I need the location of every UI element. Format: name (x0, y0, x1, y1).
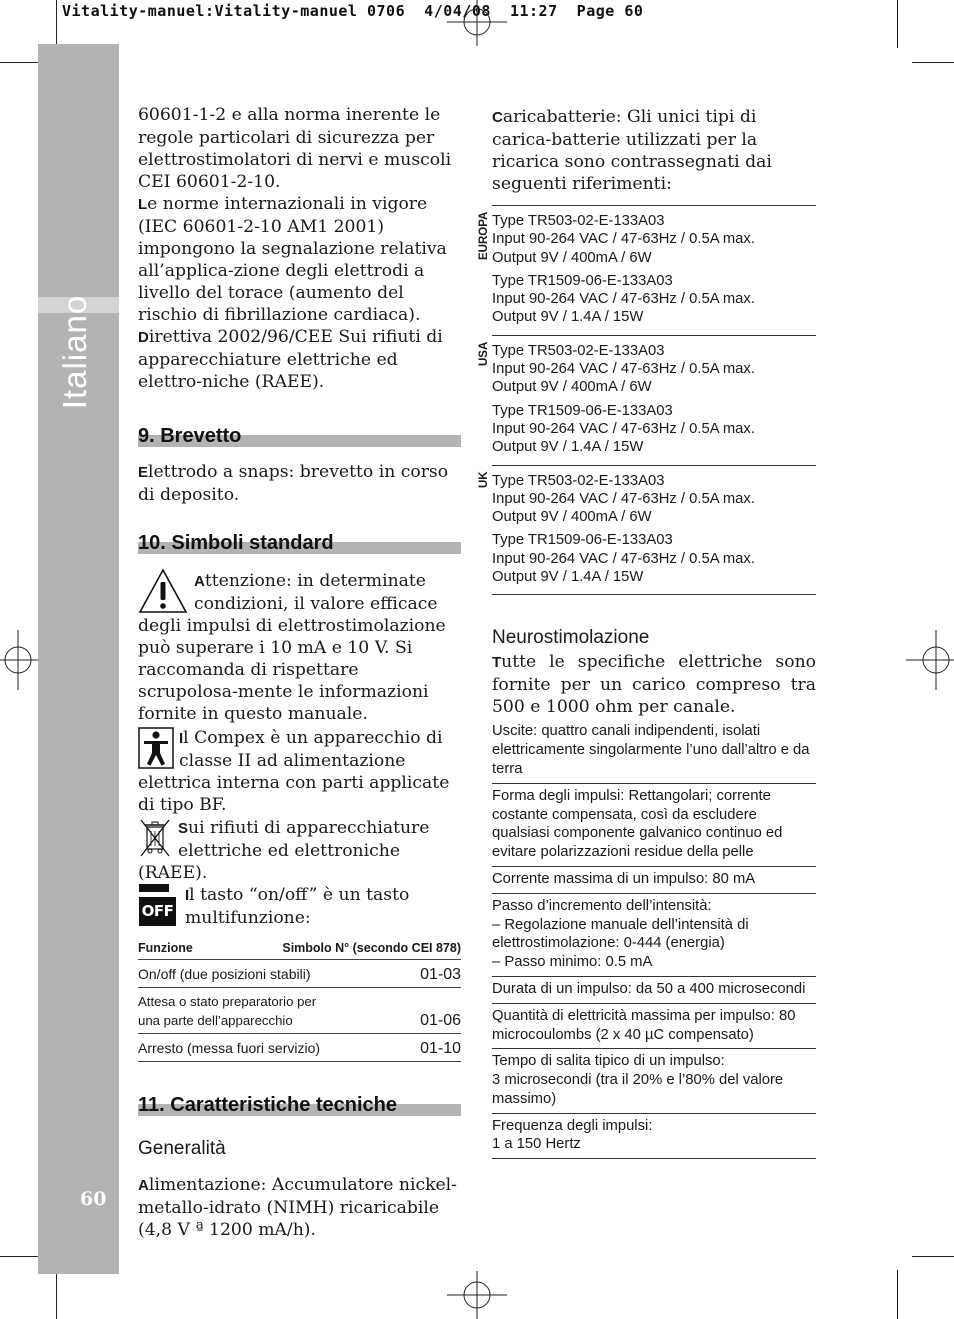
column-header: Funzione (138, 941, 193, 955)
neuro-paragraph (492, 651, 816, 718)
intro-text: irettiva 2002/96/CEE Sui rifiuti di apparecchiature elettriche ed elettro-niche (RAEE). (138, 327, 443, 392)
intro-text: 60601-1-2 e alla norma inerente le regole particolari di sicurezza per elettrostimolatori di nervi e muscoli CEI 60601-2-10. (138, 105, 452, 192)
left-column (138, 104, 461, 1241)
drop-cap: I (185, 887, 190, 904)
section-10-title: 10. Simboli standard (138, 532, 334, 554)
registration-mark-icon (447, 0, 507, 46)
charger-spec-line: Output 9V / 1.4A / 15W (492, 569, 644, 586)
chargers-intro (492, 106, 816, 195)
drop-cap: T (492, 654, 502, 672)
charger-spec-line: Type TR503-02-E-133A03 (492, 213, 665, 229)
neuro-spec-line: 3 microsecondi (tra il 20% e l’80% del valore massimo) (492, 1072, 784, 1107)
function-line: Arresto (messa fuori servizio) (138, 1040, 321, 1056)
crop-mark (0, 62, 40, 63)
section-10-heading (138, 526, 461, 556)
crop-mark (912, 1256, 954, 1257)
symbol-number: 01-10 (420, 1040, 461, 1057)
onoff-paragraph (138, 884, 461, 929)
drop-cap: S (178, 820, 189, 837)
charger-spec-line: Input 90-264 VAC / 47-63Hz / 0.5A max. (492, 361, 755, 378)
neuro-spec-item (492, 1004, 816, 1050)
table-body (138, 960, 461, 1062)
neuro-spec-line: Corrente massima di un impulso: 80 mA (492, 870, 756, 887)
charger-item (492, 212, 816, 267)
drop-cap: A (138, 1177, 149, 1194)
patent-text: lettrodo a snaps: brevetto in corso di deposito. (138, 462, 449, 505)
function-line: On/off (due posizioni stabili) (138, 966, 311, 982)
right-column (478, 106, 816, 1159)
charger-spec-line: Input 90-264 VAC / 47-63Hz / 0.5A max. (492, 291, 755, 308)
charger-region-block (478, 465, 816, 596)
chargers-list (478, 205, 816, 595)
intro-paragraphs (138, 104, 461, 393)
neuro-spec-line: Forma degli impulsi: Rettangolari; corrente costante compensata, così da escludere qualsiasi componente galvanico continuo ed evitare polarizzazioni residue della pelle (492, 787, 783, 861)
patent-paragraph (138, 461, 461, 506)
charger-item (492, 272, 816, 327)
crossed-bin-icon (138, 817, 172, 859)
function-cell (138, 965, 311, 984)
print-header: Vitality-manuel:Vitality-manuel 0706 4/04/08 11:27 Page 60 (62, 2, 644, 20)
charger-region-block (478, 205, 816, 335)
charger-item (492, 531, 816, 586)
charger-spec-line: Type TR503-02-E-133A03 (492, 472, 665, 489)
drop-cap: C (492, 109, 503, 126)
function-line: una parte dell’apparecchio (138, 1012, 293, 1028)
charger-spec-line: Type TR1509-06-E-133A03 (492, 272, 673, 289)
generalita-heading: Generalità (138, 1138, 226, 1159)
charger-spec-line: Input 90-264 VAC / 47-63Hz / 0.5A max. (492, 490, 755, 507)
crop-mark (0, 1256, 40, 1257)
language-tab-label: Italiano (56, 294, 93, 410)
drop-cap: I (179, 730, 184, 747)
region-label: EUROPA (478, 212, 490, 261)
crop-mark (912, 62, 954, 63)
charger-spec-line: Output 9V / 1.4A / 15W (492, 309, 644, 326)
registration-mark-icon (447, 1271, 507, 1319)
neuro-spec-line: 1 a 150 Hertz (492, 1136, 581, 1153)
neuro-spec-item (492, 784, 816, 867)
charger-region-block (478, 335, 816, 465)
neuro-spec-item (492, 1049, 816, 1113)
neuro-specs-list (492, 722, 816, 1159)
neuro-spec-line: Frequenza degli impulsi: (492, 1117, 653, 1134)
off-label: OFF (139, 897, 176, 926)
symbols-table (138, 939, 461, 1062)
chargers-intro-text: aricabatterie: Gli unici tipi di carica-batterie utilizzati per la ricarica sono contrassegnati dai seguenti riferimenti: (492, 107, 772, 194)
charger-spec-line: Output 9V / 1.4A / 15W (492, 439, 644, 456)
charger-item (492, 342, 816, 397)
intro-paragraph (138, 326, 461, 393)
neuro-spec-item (492, 894, 816, 977)
table-row (138, 960, 461, 988)
function-line: Attesa o stato preparatorio per (138, 994, 317, 1009)
bf-paragraph (138, 727, 461, 816)
section-9-title: 9. Brevetto (138, 425, 242, 447)
function-cell (138, 993, 316, 1030)
bf-text: l Compex è un apparecchio di classe II ad alimentazione elettrica interna con parti applicate di tipo BF. (138, 728, 450, 815)
charger-item (492, 472, 816, 527)
function-cell (138, 1039, 320, 1058)
drop-cap: A (194, 573, 205, 590)
power-paragraph (138, 1174, 461, 1241)
neuro-spec-line: – Passo minimo: 0.5 mA (492, 954, 653, 971)
charger-spec-line: Input 90-264 VAC / 47-63Hz / 0.5A max. (492, 420, 755, 437)
symbol-number: 01-03 (420, 966, 461, 983)
neuro-spec-line: – Regolazione manuale dell’intensità di elettrostimolazione: 0-444 (energia) (492, 916, 749, 952)
neuro-spec-item (492, 722, 816, 783)
warning-text: ttenzione: in determinate condizioni, il valore efficace degli impulsi di elettrostimolazione può superare i 10 mA e 10 V. Si raccomanda di rispettare scrupolosa-mente le informazioni fornite in questo manuale. (138, 571, 446, 724)
power-text: limentazione: Accumulatore nickel-metallo-idrato (NIMH) ricaricabile (4,8 V ª 1200 mA/h). (138, 1175, 457, 1240)
neuro-spec-line: Uscite: quattro canali indipendenti, isolati elettricamente singolarmente l’uno dall’altro e da terra (492, 723, 810, 777)
charger-spec-line: Type TR1509-06-E-133A03 (492, 532, 673, 549)
crop-mark (897, 1270, 898, 1319)
neuro-spec-item (492, 1114, 816, 1160)
weee-paragraph (138, 817, 461, 884)
language-sidebar (38, 44, 119, 1274)
intro-paragraph (138, 193, 461, 326)
charger-spec-line: Type TR1509-06-E-133A03 (492, 402, 673, 419)
neuro-spec-item (492, 867, 816, 894)
page-number: 60 (80, 1188, 107, 1210)
section-11-title: 11. Caratteristiche tecniche (138, 1094, 398, 1116)
warning-triangle-icon (138, 568, 188, 614)
table-row (138, 1034, 461, 1062)
onoff-text: l tasto “on/off” è un tasto multifunzione: (185, 885, 410, 928)
neuro-text: utte le specifiche elettriche sono fornite per un carico compreso tra 500 e 1000 ohm per canale. (492, 652, 816, 718)
crop-mark (56, 0, 57, 48)
neurostimolazione-heading: Neurostimolazione (492, 627, 650, 649)
neuro-spec-line: Durata di un impulso: da 50 a 400 microsecondi (492, 980, 806, 997)
drop-cap: E (138, 464, 149, 481)
section-9-heading (138, 419, 461, 449)
charger-spec-line: Output 9V / 400mA / 6W (492, 509, 652, 526)
table-row (138, 988, 461, 1034)
crop-mark (56, 1270, 57, 1319)
table-header (138, 939, 461, 960)
registration-mark-icon (906, 630, 954, 690)
warning-paragraph (138, 570, 461, 725)
neuro-spec-line: Quantità di elettricità massima per impulso: 80 microcoulombs (2 x 40 µC compensato) (492, 1007, 796, 1043)
region-label: USA (478, 341, 490, 367)
section-11-heading (138, 1088, 461, 1118)
region-label: UK (478, 471, 490, 489)
intro-text: e norme internazionali in vigore (IEC 60601-2-10 AM1 2001) impongono la segnalazione relativa all’applica-zione degli elettrodi a livello del torace (aumento del rischio di fibrillazione cardiaca). (138, 194, 447, 325)
charger-spec-line: Input 90-264 VAC / 47-63Hz / 0.5A max. (492, 550, 755, 567)
drop-cap: L (138, 196, 148, 213)
column-header: Simbolo N° (secondo CEI 878) (282, 941, 461, 955)
charger-spec-line: Input 90-264 VAC / 47-63Hz / 0.5A max. (492, 231, 755, 248)
neuro-spec-line: Tempo di salita tipico di un impulso: (492, 1053, 725, 1070)
neuro-spec-line: Passo d’incremento dell’intensità: (492, 897, 712, 914)
charger-item (492, 402, 816, 457)
type-bf-body-icon (138, 727, 174, 769)
charger-spec-line: Type TR503-02-E-133A03 (492, 342, 665, 359)
intro-paragraph (138, 104, 461, 193)
crop-mark (897, 0, 898, 48)
neuro-spec-item (492, 977, 816, 1004)
weee-text: ui rifiuti di apparecchiature elettriche ed elettroniche (RAEE). (138, 818, 430, 883)
charger-spec-line: Output 9V / 400mA / 6W (492, 249, 652, 266)
drop-cap: D (138, 329, 149, 346)
symbol-number: 01-06 (420, 1012, 461, 1029)
charger-spec-line: Output 9V / 400mA / 6W (492, 379, 652, 396)
off-button-icon (138, 884, 176, 928)
